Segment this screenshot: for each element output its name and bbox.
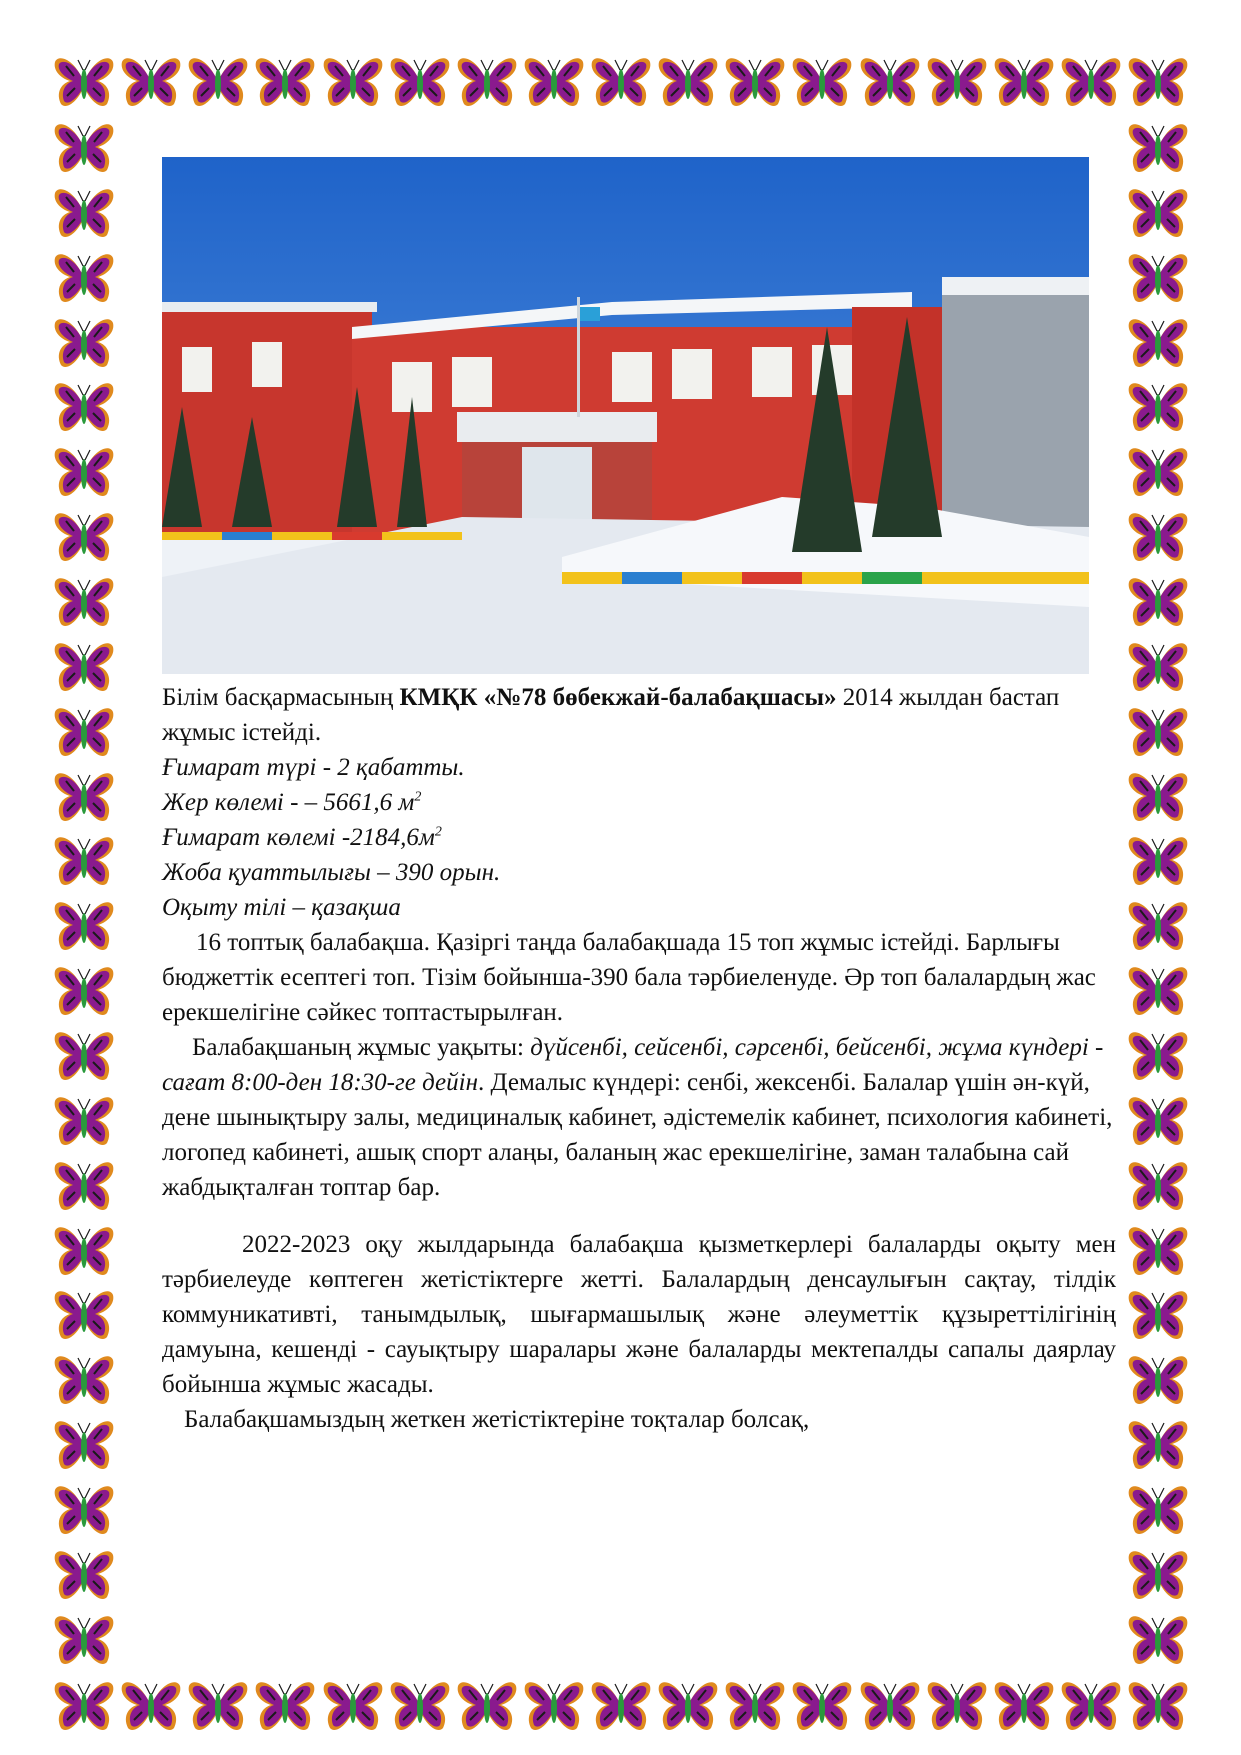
butterfly-icon xyxy=(52,896,116,956)
butterfly-icon xyxy=(1059,1676,1123,1736)
butterfly-icon xyxy=(52,183,116,243)
butterfly-icon xyxy=(52,1156,116,1216)
butterfly-icon xyxy=(52,507,116,567)
document-body xyxy=(162,680,1116,1437)
butterfly-icon xyxy=(1126,1221,1190,1281)
butterfly-icon xyxy=(992,1676,1056,1736)
butterfly-icon xyxy=(52,572,116,632)
kindergarten-building-photo xyxy=(162,157,1089,674)
butterfly-icon xyxy=(52,1026,116,1086)
closing-line: Балабақшамыздың жеткен жетістіктеріне тоқталар болсақ, xyxy=(184,1406,810,1433)
butterfly-icon xyxy=(1126,1091,1190,1151)
butterfly-icon xyxy=(1126,1610,1190,1670)
land-area-sup: 2 xyxy=(414,789,422,805)
butterfly-icon xyxy=(1126,637,1190,697)
language: Оқыту тілі – қазақша xyxy=(162,894,401,921)
butterfly-icon xyxy=(455,1676,519,1736)
schedule-rest: . Демалыс күндері: сенбі, жексенбі. Балалар үшін ән-күй, дене шынықтыру залы, медициналық кабинет, әдістемелік кабинет, психология кабинеті, логопед кабинеті, ашық спорт алаңы, баланың жас ерекшелігіне, заман талабына сай жабдықталған топтар бар. xyxy=(162,1069,1113,1201)
butterfly-icon xyxy=(1126,767,1190,827)
butterfly-icon xyxy=(119,1676,183,1736)
butterfly-icon xyxy=(522,52,586,112)
butterfly-icon xyxy=(52,313,116,373)
groups-paragraph: 16 топтық балабақша. Қазіргі таңда балабақшада 15 топ жұмыс істейді. Барлығы бюджеттік есептегі топ. Тізім бойынша-390 бала тәрбиеленуде. Әр топ балалардың жас ерекшелігіне сәйкес топтастырылған. xyxy=(162,929,1096,1026)
butterfly-icon xyxy=(858,1676,922,1736)
capacity: Жоба қуаттылығы – 390 орын. xyxy=(162,859,501,886)
butterfly-icon xyxy=(52,637,116,697)
butterfly-icon xyxy=(1126,442,1190,502)
butterfly-icon xyxy=(52,1091,116,1151)
butterfly-icon xyxy=(790,52,854,112)
butterfly-icon xyxy=(1126,248,1190,308)
butterfly-icon xyxy=(1126,1285,1190,1345)
land-area-label: Жер көлемі - – 5661,6 м xyxy=(162,789,415,816)
butterfly-icon xyxy=(52,52,116,112)
butterfly-icon xyxy=(52,961,116,1021)
butterfly-icon xyxy=(52,1676,116,1736)
butterfly-icon xyxy=(1126,1026,1190,1086)
butterfly-icon xyxy=(186,52,250,112)
butterfly-icon xyxy=(1126,961,1190,1021)
butterfly-icon xyxy=(1126,183,1190,243)
building-area xyxy=(162,820,1116,855)
butterfly-icon xyxy=(1126,118,1190,178)
butterfly-icon xyxy=(589,52,653,112)
butterfly-border-bottom xyxy=(52,1676,1190,1740)
butterfly-icon xyxy=(388,1676,452,1736)
butterfly-icon xyxy=(1126,1415,1190,1475)
butterfly-icon xyxy=(522,1676,586,1736)
schedule-days: дүйсенбі, сейсенбі, сәрсенбі, бейсенбі, жұма күндері - сағат 8:00-ден 18:30-ге дейін xyxy=(162,1034,1104,1096)
butterfly-icon xyxy=(52,702,116,762)
butterfly-icon xyxy=(1126,702,1190,762)
butterfly-icon xyxy=(52,248,116,308)
butterfly-icon xyxy=(52,1480,116,1540)
butterfly-icon xyxy=(723,52,787,112)
butterfly-icon xyxy=(455,52,519,112)
butterfly-icon xyxy=(52,831,116,891)
butterfly-icon xyxy=(858,52,922,112)
butterfly-border-right xyxy=(1126,118,1190,1670)
achievements-paragraph: 2022-2023 оқу жылдарында балабақша қызметкерлері балаларды оқыту мен тәрбиелеуде көптеген жетістіктерге жетті. Балалардың денсаулығын сақтау, тілдік коммуникативті, танымдылық, шығармашылық және әлеуметтік құзыреттілігінің дамуына, кешенді - сауықтыру шаралары және балаларды мектепалды сапалы даярлау бойынша жұмыс жасады. xyxy=(162,1231,1116,1398)
butterfly-icon xyxy=(52,1285,116,1345)
intro-paragraph xyxy=(162,680,1116,750)
butterfly-icon xyxy=(52,1350,116,1410)
butterfly-icon xyxy=(52,1545,116,1605)
butterfly-icon xyxy=(52,118,116,178)
butterfly-icon xyxy=(790,1676,854,1736)
butterfly-icon xyxy=(723,1676,787,1736)
butterfly-icon xyxy=(1126,52,1190,112)
butterfly-icon xyxy=(1126,896,1190,956)
schedule-paragraph xyxy=(162,1030,1116,1205)
intro-suffix: 2014 жылдан бастап жұмыс істейді. xyxy=(162,684,1060,746)
butterfly-icon xyxy=(925,52,989,112)
intro-prefix: Білім басқармасының xyxy=(162,684,400,711)
building-area-sup: 2 xyxy=(434,824,442,840)
org-name: КМҚК «№78 бөбекжай-балабақшасы» xyxy=(399,684,837,711)
butterfly-icon xyxy=(52,1610,116,1670)
building-type: Ғимарат түрі - 2 қабатты. xyxy=(162,754,465,781)
building-area-label: Ғимарат көлемі -2184,6м xyxy=(162,824,435,851)
butterfly-icon xyxy=(388,52,452,112)
butterfly-icon xyxy=(1059,52,1123,112)
butterfly-icon xyxy=(1126,572,1190,632)
butterfly-icon xyxy=(253,1676,317,1736)
butterfly-icon xyxy=(1126,1545,1190,1605)
butterfly-icon xyxy=(321,1676,385,1736)
butterfly-icon xyxy=(925,1676,989,1736)
butterfly-icon xyxy=(186,1676,250,1736)
butterfly-icon xyxy=(1126,507,1190,567)
butterfly-border-left xyxy=(52,118,116,1670)
butterfly-icon xyxy=(321,52,385,112)
schedule-label: Балабақшаның жұмыс уақыты: xyxy=(192,1034,531,1061)
butterfly-icon xyxy=(52,767,116,827)
butterfly-icon xyxy=(1126,1480,1190,1540)
butterfly-icon xyxy=(1126,313,1190,373)
butterfly-icon xyxy=(52,377,116,437)
butterfly-icon xyxy=(1126,831,1190,891)
land-area xyxy=(162,785,1116,820)
butterfly-icon xyxy=(52,1415,116,1475)
butterfly-icon xyxy=(52,1221,116,1281)
butterfly-icon xyxy=(253,52,317,112)
butterfly-icon xyxy=(1126,1676,1190,1736)
butterfly-icon xyxy=(52,442,116,502)
butterfly-border-top xyxy=(52,52,1190,116)
butterfly-icon xyxy=(656,52,720,112)
butterfly-icon xyxy=(119,52,183,112)
butterfly-icon xyxy=(992,52,1056,112)
butterfly-icon xyxy=(589,1676,653,1736)
butterfly-icon xyxy=(1126,1350,1190,1410)
butterfly-icon xyxy=(656,1676,720,1736)
butterfly-icon xyxy=(1126,1156,1190,1216)
butterfly-icon xyxy=(1126,377,1190,437)
